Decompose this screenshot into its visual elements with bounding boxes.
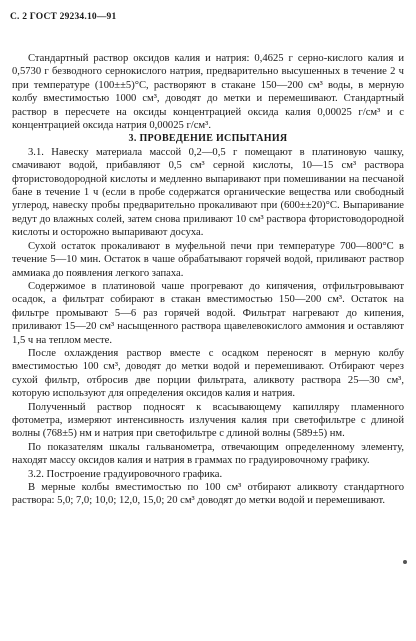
paragraph-standard-solution: Стандартный раствор оксидов калия и натрия: 0,4625 г серно-кислого калия и 0,5730 г безводного сернокислого натрия, предварительно высушенных в течение 2 ч при температуре (100±±5)°С, растворяют в стакане 150—200 см³ воды, в мерную колбу вместимостью 1000 см³, доводят до метки и перемешивают. Стандартный раствор в пересчете на оксиды концентрацией оксида калия 0,00025 г/см³ и с концентрацией оксида натрия 0,00025 г/см³. bbox=[12, 53, 404, 132]
scan-speck bbox=[403, 560, 407, 564]
page-header: С. 2 ГОСТ 29234.10—91 bbox=[10, 12, 117, 22]
document-body bbox=[12, 52, 404, 508]
paragraph-3-2: 3.2. Построение градуировочного графика. bbox=[28, 468, 223, 480]
paragraph-volumetric-flasks: В мерные колбы вместимостью по 100 см³ отбирают аликвоту стандартного раствора: 5,0; 7,0; 10,0; 12,0, 15,0; 20 см³ доводят до метки водой и перемешивают. bbox=[12, 482, 404, 507]
section-title: 3. ПРОВЕДЕНИЕ ИСПЫТАНИЯ bbox=[128, 133, 288, 145]
paragraph-photometer: Полученный раствор подносят к всасывающему капилляру пламенного фотометра, измеряют интенсивность излучения калия при светофильтре с длиной волны (768±5) нм и натрия при светофильтре с длиной волны (589±5) нм. bbox=[12, 401, 404, 440]
paragraph-galvanometer: По показателям шкалы гальванометра, отвечающим определенному элементу, находят массу оксидов калия и натрия в граммах по градуировочному графику. bbox=[12, 441, 404, 467]
paragraph-cooling: После охлаждения раствор вместе с осадком переносят в мерную колбу вместимостью 100 см³, доводят до метки водой и перемешивают. Отбирают через сухой фильтр, отбросив две порции фильтрата, аликвоту раствора 25—30 см³, которую используют для определения оксидов калия и натрия. bbox=[12, 347, 404, 400]
paragraph-platinum-cup: Содержимое в платиновой чаше прогревают до кипячения, отфильтровывают осадок, а фильтрат собирают в стакан вместимостью 150—200 см³. Остаток на фильтре промывают 5—6 раз горячей водой. Фильтрат нагревают до кипения, приливают 15—20 см³ насыщенного раствора щавелевокислого аммония и оставляют 1,5 ч на теплом месте. bbox=[12, 280, 404, 346]
paragraph-dry-residue: Сухой остаток прокаливают в муфельной печи при температуре 700—800°С в течение 5—10 мин. Остаток в чаше обрабатывают горячей водой, приливают раствор аммиака до появления легкого запаха. bbox=[12, 240, 404, 279]
paragraph-3-1: 3.1. Навеску материала массой 0,2—0,5 г помещают в платиновую чашку, смачивают водой, прибавляют 0,5 см³ серной кислоты, 10—15 см³ раствора фтористоводородной кислоты и медленно выпаривают при помешивании на песчаной бане в течение 1 ч (если в пробе содержатся органические вещества или свободный углерод, навеску пробы предварительно прокаливают при (600±±20)°С. Выпаривание ведут до влажных солей, затем снова приливают 10 см³ раствора фтористоводородной кислоты и осторожно выпаривают досуха. bbox=[12, 146, 404, 239]
